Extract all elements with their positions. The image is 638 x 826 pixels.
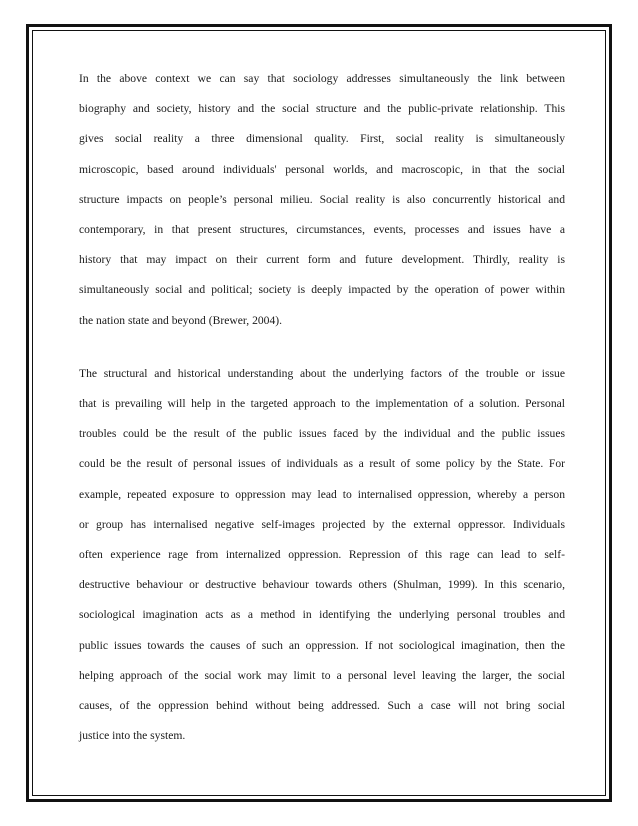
document-body (79, 64, 565, 751)
text-line: troubles could be the result of the public issues faced by the individual and the public issues (79, 427, 565, 441)
text-line: history that may impact on their current form and future development. Thirdly, reality is (79, 253, 565, 267)
text-line: example, repeated exposure to oppression may lead to internalised oppression, whereby a person (79, 487, 565, 501)
text-line: destructive behaviour or destructive behaviour towards others (Shulman, 1999). In this scenario, (79, 578, 565, 592)
text-line: often experience rage from internalized oppression. Repression of this rage can lead to self- (79, 548, 565, 562)
text-line: simultaneously social and political; society is deeply impacted by the operation of power within (79, 283, 565, 297)
paragraph-1 (79, 64, 565, 336)
text-line: causes, of the oppression behind without being addressed. Such a case will not bring social (79, 699, 565, 713)
text-line: The structural and historical understanding about the underlying factors of the trouble or issue (79, 366, 565, 380)
paragraph-2 (79, 359, 565, 752)
text-line: sociological imagination acts as a method in identifying the underlying personal troubles and (79, 608, 565, 622)
text-line: gives social reality a three dimensional quality. First, social reality is simultaneously (79, 132, 565, 146)
text-line: biography and society, history and the social structure and the public-private relationship. This (79, 102, 565, 116)
text-line: justice into the system. (79, 729, 186, 743)
text-line: In the above context we can say that sociology addresses simultaneously the link between (79, 72, 565, 85)
text-line: structure impacts on people’s personal milieu. Social reality is also concurrently historical and (79, 192, 565, 206)
text-line: public issues towards the causes of such an oppression. If not sociological imagination, then the (79, 638, 565, 652)
text-line: contemporary, in that present structures, circumstances, events, processes and issues have a (79, 223, 565, 237)
text-line: or group has internalised negative self-images projected by the external oppressor. Individuals (79, 517, 565, 531)
text-line: that is prevailing will help in the targeted approach to the implementation of a solution. Personal (79, 397, 565, 411)
text-line: the nation state and beyond (Brewer, 2004). (79, 313, 283, 327)
text-line: microscopic, based around individuals' personal worlds, and macroscopic, in that the social (79, 162, 565, 176)
text-line: could be the result of personal issues of individuals as a result of some policy by the State. For (79, 457, 565, 471)
text-line: helping approach of the social work may limit to a personal level leaving the larger, the social (79, 668, 565, 682)
